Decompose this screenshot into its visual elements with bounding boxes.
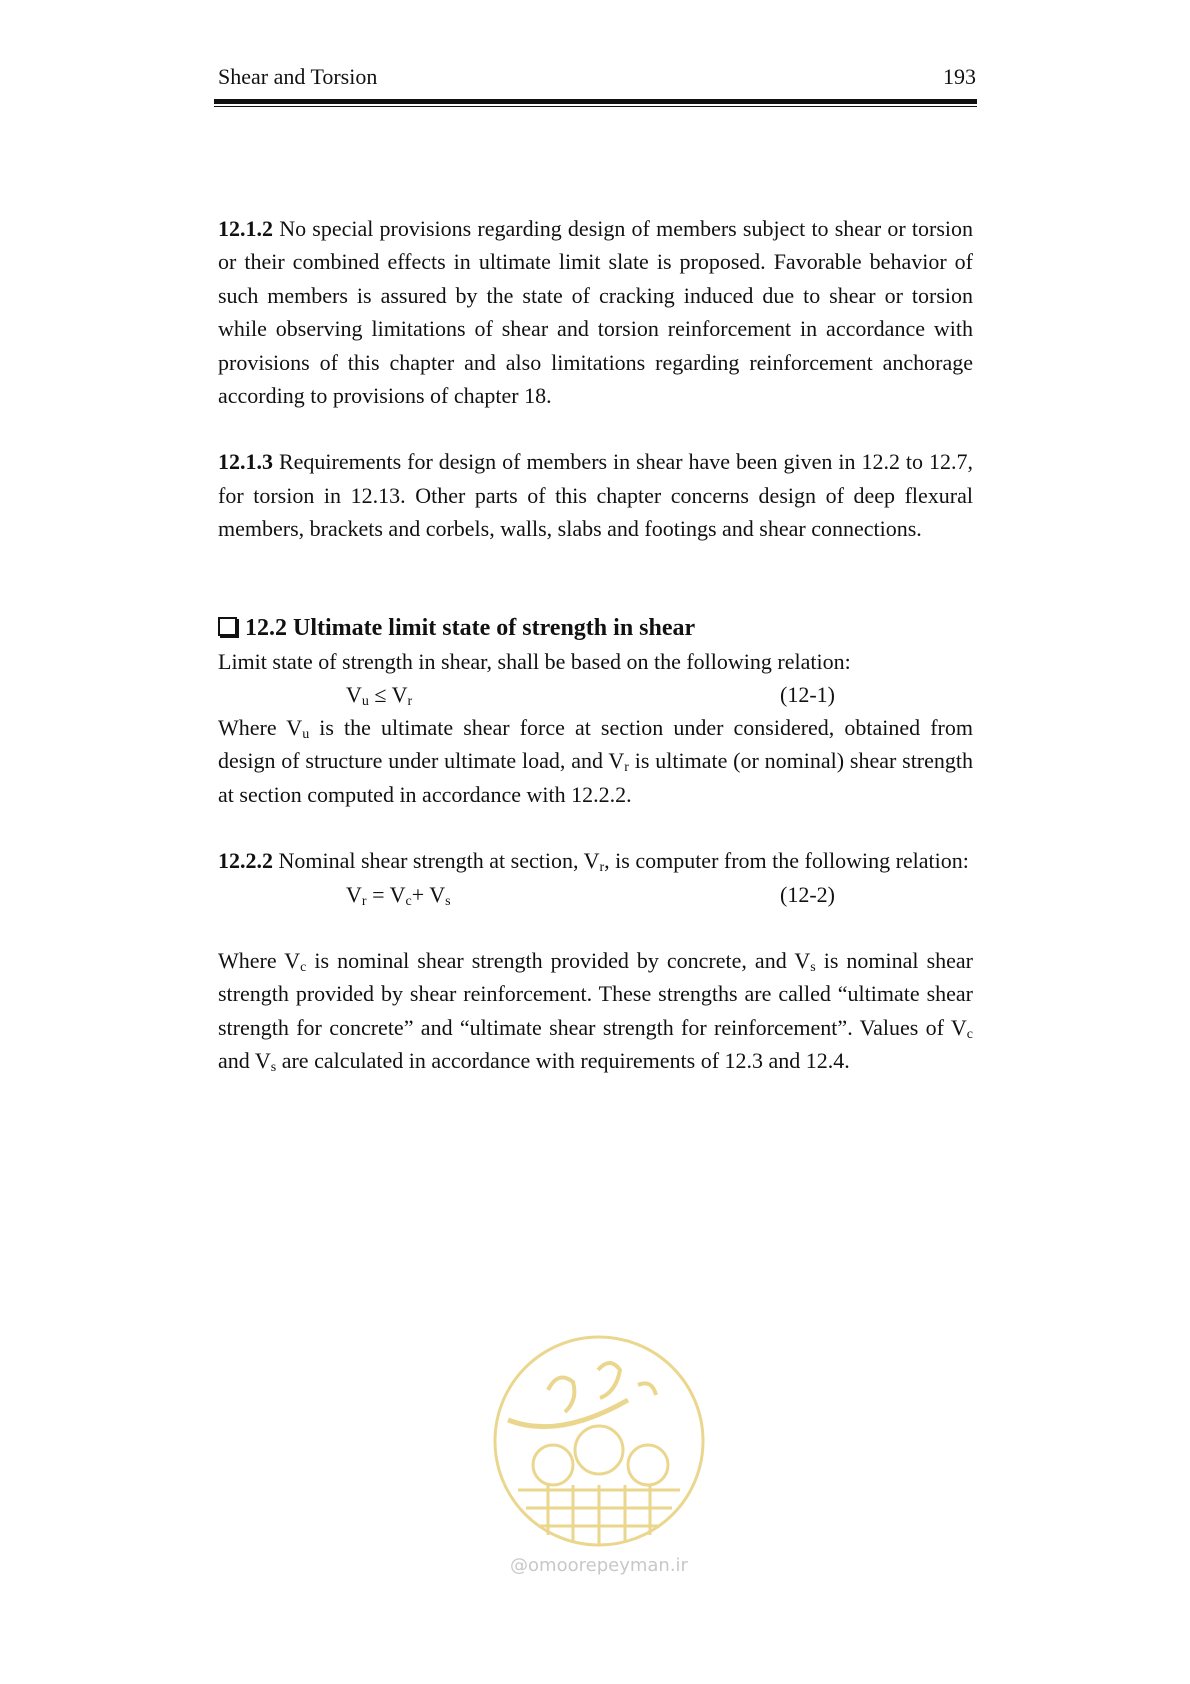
paragraph-12-2-2: 12.2.2 Nominal shear strength at section, $V_r$, is computer from the following relation: xyxy=(218,848,969,876)
watermark-seal-icon xyxy=(488,1330,710,1552)
paragraph-text: Requirements for design of members in shear have been given in 12.2 to 12.7, for torsion in 12.13. Other parts of this chapter concerns design of deep flexural members, brackets and corbels, walls, slabs and footings and shear connections. xyxy=(218,449,973,542)
intro-12-2: Limit state of strength in shear, shall be based on the following relation: xyxy=(218,648,851,674)
equation-number: (12-2) xyxy=(780,881,835,907)
where-paragraph-1: Where $V_u$ is the ultimate shear force at section under considered, obtained from design of structure under ultimate load, and $V_r$ is ultimate (or nominal) shear strength at section computed in accordance with 12.2.2. xyxy=(218,715,974,807)
section-number: 12.1.3 xyxy=(218,449,273,475)
equation-number: (12-1) xyxy=(780,682,835,708)
section-number: 12.1.2 xyxy=(218,216,273,241)
running-header xyxy=(218,64,976,94)
running-header-title: Shear and Torsion xyxy=(218,64,378,89)
section-number: 12.2.2 xyxy=(218,848,273,874)
watermark-logo xyxy=(488,1330,710,1576)
where-paragraph-2: Where $V_c$ is nominal shear strength provided by concrete, and $V_s$ is nominal shear strength provided by shear reinforcement. These strengths are called “ultimate shear strength for concrete” and “ultimate shear strength for reinforcement”. Values of $V_c$ and $V_s$ are calculated in accordance with requirements of 12.3 and 12.4. xyxy=(218,947,973,1075)
paragraph-12-1-2 xyxy=(218,212,973,412)
header-rule-thin xyxy=(214,106,977,107)
page-number: 193 xyxy=(943,64,976,89)
equation-12-2 xyxy=(218,878,973,911)
section-heading-12-2: 12.2 Ultimate limit state of strength in shear xyxy=(218,612,973,645)
checkbox-bullet-icon xyxy=(218,617,237,636)
page-body xyxy=(218,212,973,1077)
watermark-site-text: @omoorepeyman.ir xyxy=(510,1555,688,1576)
equation-expression: $V_r = V_c+ V_s$ xyxy=(346,881,451,909)
equation-12-1 xyxy=(218,678,973,711)
paragraph-text: No special provisions regarding design of members subject to shear or torsion or their combined effects in ultimate limit slate is proposed. Favorable behavior of such members is assured by the state of cracking induced due to shear or torsion while observing limitations of shear and torsion reinforcement in accordance with provisions of this chapter and also limitations regarding reinforcement anchorage according to provisions of chapter 18. xyxy=(218,216,973,409)
paragraph-12-1-3 xyxy=(218,445,973,545)
equation-expression: $V_u \le V_r$ xyxy=(346,682,413,710)
header-rule-thick xyxy=(214,99,977,104)
